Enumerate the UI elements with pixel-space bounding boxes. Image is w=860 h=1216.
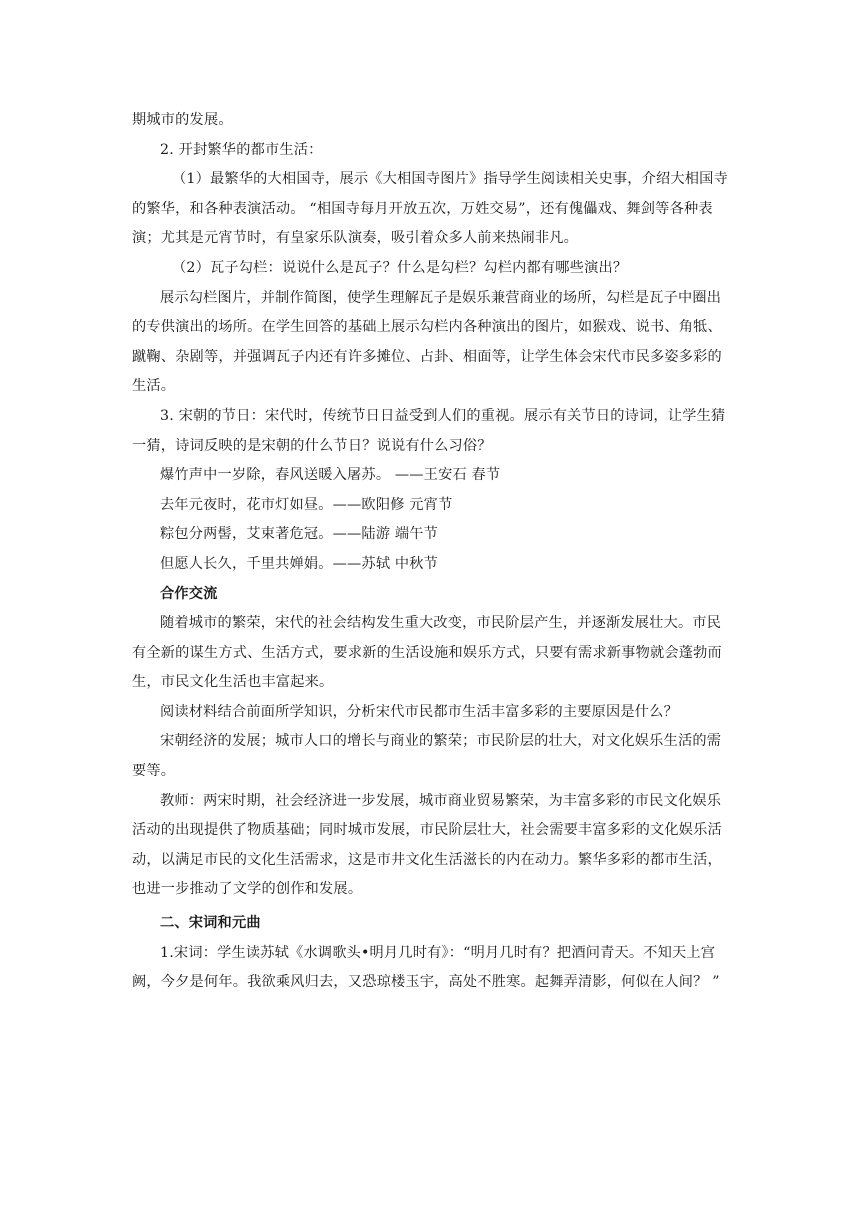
paragraph-analysis-answer: 宋朝经济的发展；城市人口的增长与商业的繁荣；市民阶层的壮大，对文化娱乐生活的需要等。 <box>132 733 722 780</box>
section-heading-festivals: 3. 宋朝的节日：宋代时，传统节日日益受到人们的重视。展示有关节日的诗词，让学生猜一猜，诗词反映的是宋朝的什么节日？说说有什么习俗？ <box>132 407 726 454</box>
poem-line-lantern-festival: 去年元夜时，花市灯如昼。——欧阳修 元宵节 <box>160 496 453 513</box>
paragraph-wazi-goulan-question: （2）瓦子勾栏：说说什么是瓦子？什么是勾栏？勾栏内都有哪些演出？ <box>172 259 628 276</box>
paragraph-song-ci: 1.宋词：学生读苏轼《水调歌头•明月几时有》：“明月几时有？把酒问青天。不知天上宫阙，今夕是何年。我欲乘风归去，又恐琼楼玉宇，高处不胜寒。起舞弄清影，何似在人间？ ” <box>132 944 720 991</box>
heading-song-ci-yuan-qu: 二、宋词和元曲 <box>160 915 261 932</box>
poem-line-mid-autumn: 但愿人长久，千里共婵娟。——苏轼 中秋节 <box>160 555 439 572</box>
poem-line-dragon-boat: 粽包分两髻，艾束著危冠。——陆游 端午节 <box>160 526 439 543</box>
paragraph-xiangguo-temple: （1）最繁华的大相国寺，展示《大相国寺图片》指导学生阅读相关史事，介绍大相国寺的繁华，和各种表演活动。 “相国寺每月开放五次，万姓交易”，还有傀儡戏、舞剑等各种表演；尤其是元宵节时，有皇家乐队演奏，吸引着众多人前来热闹非凡。 <box>132 171 728 247</box>
paragraph-continuation: 期城市的发展。 <box>132 112 233 128</box>
document-body <box>132 106 730 998</box>
section-heading-kaifeng: 2. 开封繁华的都市生活： <box>160 141 323 158</box>
paragraph-analysis-question: 阅读材料结合前面所学知识，分析宋代市民都市生活丰富多彩的主要原因是什么？ <box>160 703 678 720</box>
paragraph-citizen-class: 随着城市的繁荣，宋代的社会结构发生重大改变，市民阶层产生，并逐渐发展壮大。市民有全新的谋生方式、生活方式，要求新的生活设施和娱乐方式，只要有需求新事物就会蓬勃而生，市民文化生活也丰富起来。 <box>132 615 722 691</box>
paragraph-goulan-pictures: 展示勾栏图片，并制作简图，使学生理解瓦子是娱乐兼营商业的场所，勾栏是瓦子中圈出的专供演出的场所。在学生回答的基础上展示勾栏内各种演出的图片，如猴戏、说书、角牴、蹴鞠、杂剧等，并强调瓦子内还有许多摊位、占卦、相面等，让学生体会宋代市民多姿多彩的生活。 <box>132 289 722 395</box>
poem-line-spring-festival: 爆竹声中一岁除，春风送暖入屠苏。 ——王安石 春节 <box>160 467 501 484</box>
heading-cooperation: 合作交流 <box>160 585 218 602</box>
paragraph-teacher-summary: 教师：两宋时期，社会经济进一步发展，城市商业贸易繁荣，为丰富多彩的市民文化娱乐活动的出现提供了物质基础；同时城市发展，市民阶层壮大，社会需要丰富多彩的文化娱乐活动，以满足市民的文化生活需求，这是市井文化生活滋长的内在动力。繁华多彩的都市生活，也进一步推动了文学的创作和发展。 <box>132 792 722 898</box>
